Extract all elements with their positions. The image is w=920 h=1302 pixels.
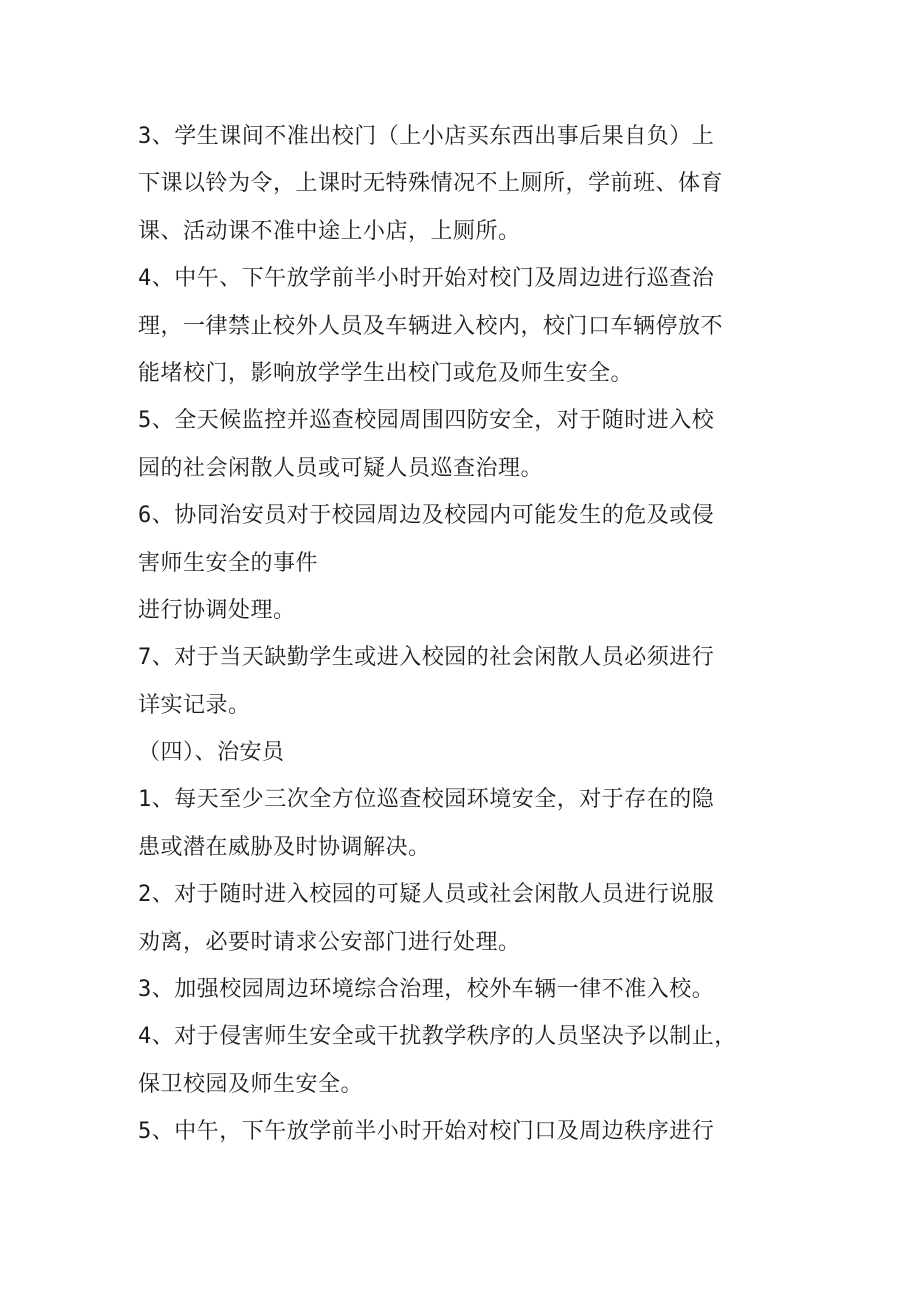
text-line: 患或潜在威胁及时协调解决。 (138, 834, 431, 860)
text-line: 4、中午、下午放学前半小时开始对校门及周边进行巡查治 (138, 266, 715, 292)
text-line: 5、中午，下午放学前半小时开始对校门口及周边秩序进行 (138, 1119, 715, 1145)
text-line: 进行协调处理。 (138, 597, 296, 623)
text-line: 7、对于当天缺勤学生或进入校园的社会闲散人员必须进行 (138, 645, 715, 671)
text-line: 4、对于侵害师生安全或干扰教学秩序的人员坚决予以制止， (138, 1024, 737, 1050)
text-line: 5、全天候监控并巡查校园周围四防安全，对于随时进入校 (138, 408, 715, 434)
text-line: 3、加强校园周边环境综合治理，校外车辆一律不准入校。 (138, 977, 715, 1003)
text-line: 3、学生课间不准出校门（上小店买东西出事后果自负）上 (138, 124, 715, 149)
text-line: 害师生安全的事件 (138, 550, 319, 576)
text-line: 保卫校园及师生安全。 (138, 1071, 364, 1097)
text-line: 理，一律禁止校外人员及车辆进入校内，校门口车辆停放不 (138, 313, 724, 339)
text-line: 6、协同治安员对于校园周边及校园内可能发生的危及或侵 (138, 503, 715, 529)
text-line: 详实记录。 (138, 692, 251, 718)
text-line: 能堵校门，影响放学学生出校门或危及师生安全。 (138, 360, 634, 386)
section-heading: （四）、治安员 (138, 740, 285, 766)
text-line: 劝离，必要时请求公安部门进行处理。 (138, 929, 521, 955)
text-line: 园的社会闲散人员或可疑人员巡查治理。 (138, 455, 544, 481)
document-body (138, 113, 788, 1156)
text-line: 2、对于随时进入校园的可疑人员或社会闲散人员进行说服 (138, 882, 715, 908)
text-line: 下课以铃为令，上课时无特殊情况不上厕所，学前班、体育 (138, 171, 724, 197)
text-line: 1、每天至少三次全方位巡查校园环境安全，对于存在的隐 (138, 787, 715, 813)
text-line: 课、活动课不准中途上小店，上厕所。 (138, 218, 521, 244)
